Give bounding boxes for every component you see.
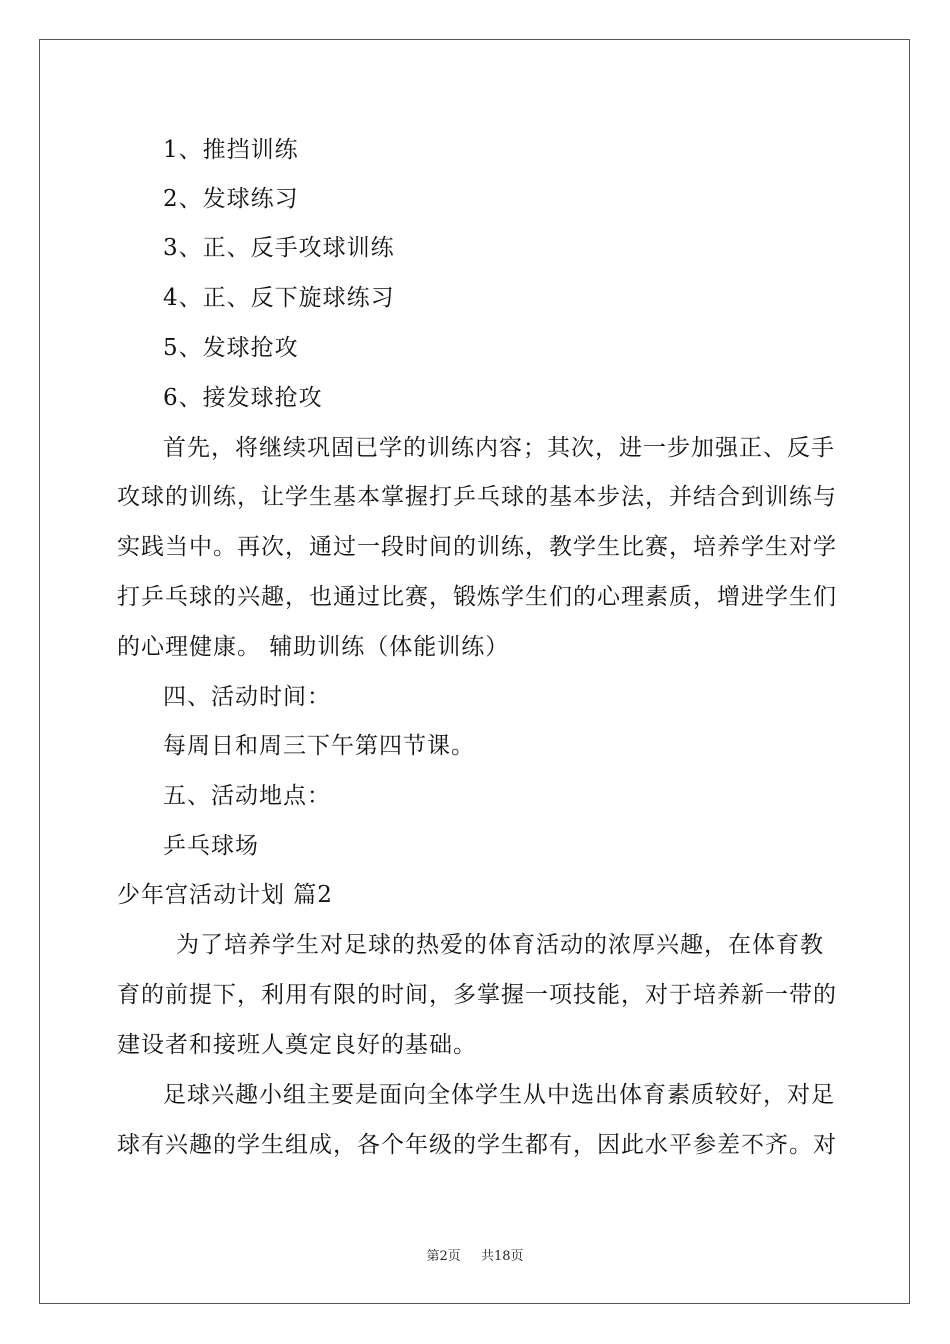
list-item-1: 1、推挡训练 — [163, 137, 299, 163]
section-heading: 五、活动地点： — [163, 783, 331, 809]
list-item-5: 5、发球抢攻 — [163, 335, 299, 361]
list-item-3: 3、正、反手攻球训练 — [163, 235, 395, 261]
paragraph-line: 打乒乓球的兴趣，也通过比赛，锻炼学生们的心理素质，增进学生们 — [117, 584, 837, 610]
page-footer — [0, 1245, 950, 1264]
page-total: 共18页 — [481, 1249, 524, 1264]
paragraph-line: 足球兴趣小组主要是面向全体学生从中选出体育素质较好，对足 — [163, 1082, 835, 1108]
paragraph-line: 为了培养学生对足球的热爱的体育活动的浓厚兴趣，在体育教 — [176, 932, 824, 958]
paragraph-line: 建设者和接班人奠定良好的基础。 — [117, 1032, 477, 1058]
paragraph-line: 育的前提下，利用有限的时间，多掌握一项技能，对于培养新一带的 — [117, 982, 837, 1008]
page-number: 第2页 — [426, 1249, 461, 1264]
section-title: 少年宫活动计划 篇2 — [117, 882, 333, 908]
paragraph-line: 攻球的训练，让学生基本掌握打乒乓球的基本步法，并结合到训练与 — [117, 484, 837, 510]
paragraph-line: 的心理健康。 辅助训练（体能训练） — [117, 634, 510, 660]
paragraph-line: 实践当中。再次，通过一段时间的训练，教学生比赛，培养学生对学 — [117, 534, 837, 560]
list-item-6: 6、接发球抢攻 — [163, 385, 323, 411]
paragraph-line: 每周日和周三下午第四节课。 — [163, 733, 475, 759]
paragraph-line: 首先，将继续巩固已学的训练内容；其次，进一步加强正、反手 — [163, 435, 835, 461]
section-heading: 四、活动时间： — [163, 684, 331, 710]
page-border — [39, 39, 910, 1304]
paragraph-line: 乒乓球场 — [163, 833, 259, 859]
paragraph-line: 球有兴趣的学生组成，各个年级的学生都有，因此水平参差不齐。对 — [117, 1132, 837, 1158]
list-item-4: 4、正、反下旋球练习 — [163, 285, 395, 311]
list-item-2: 2、发球练习 — [163, 186, 299, 212]
